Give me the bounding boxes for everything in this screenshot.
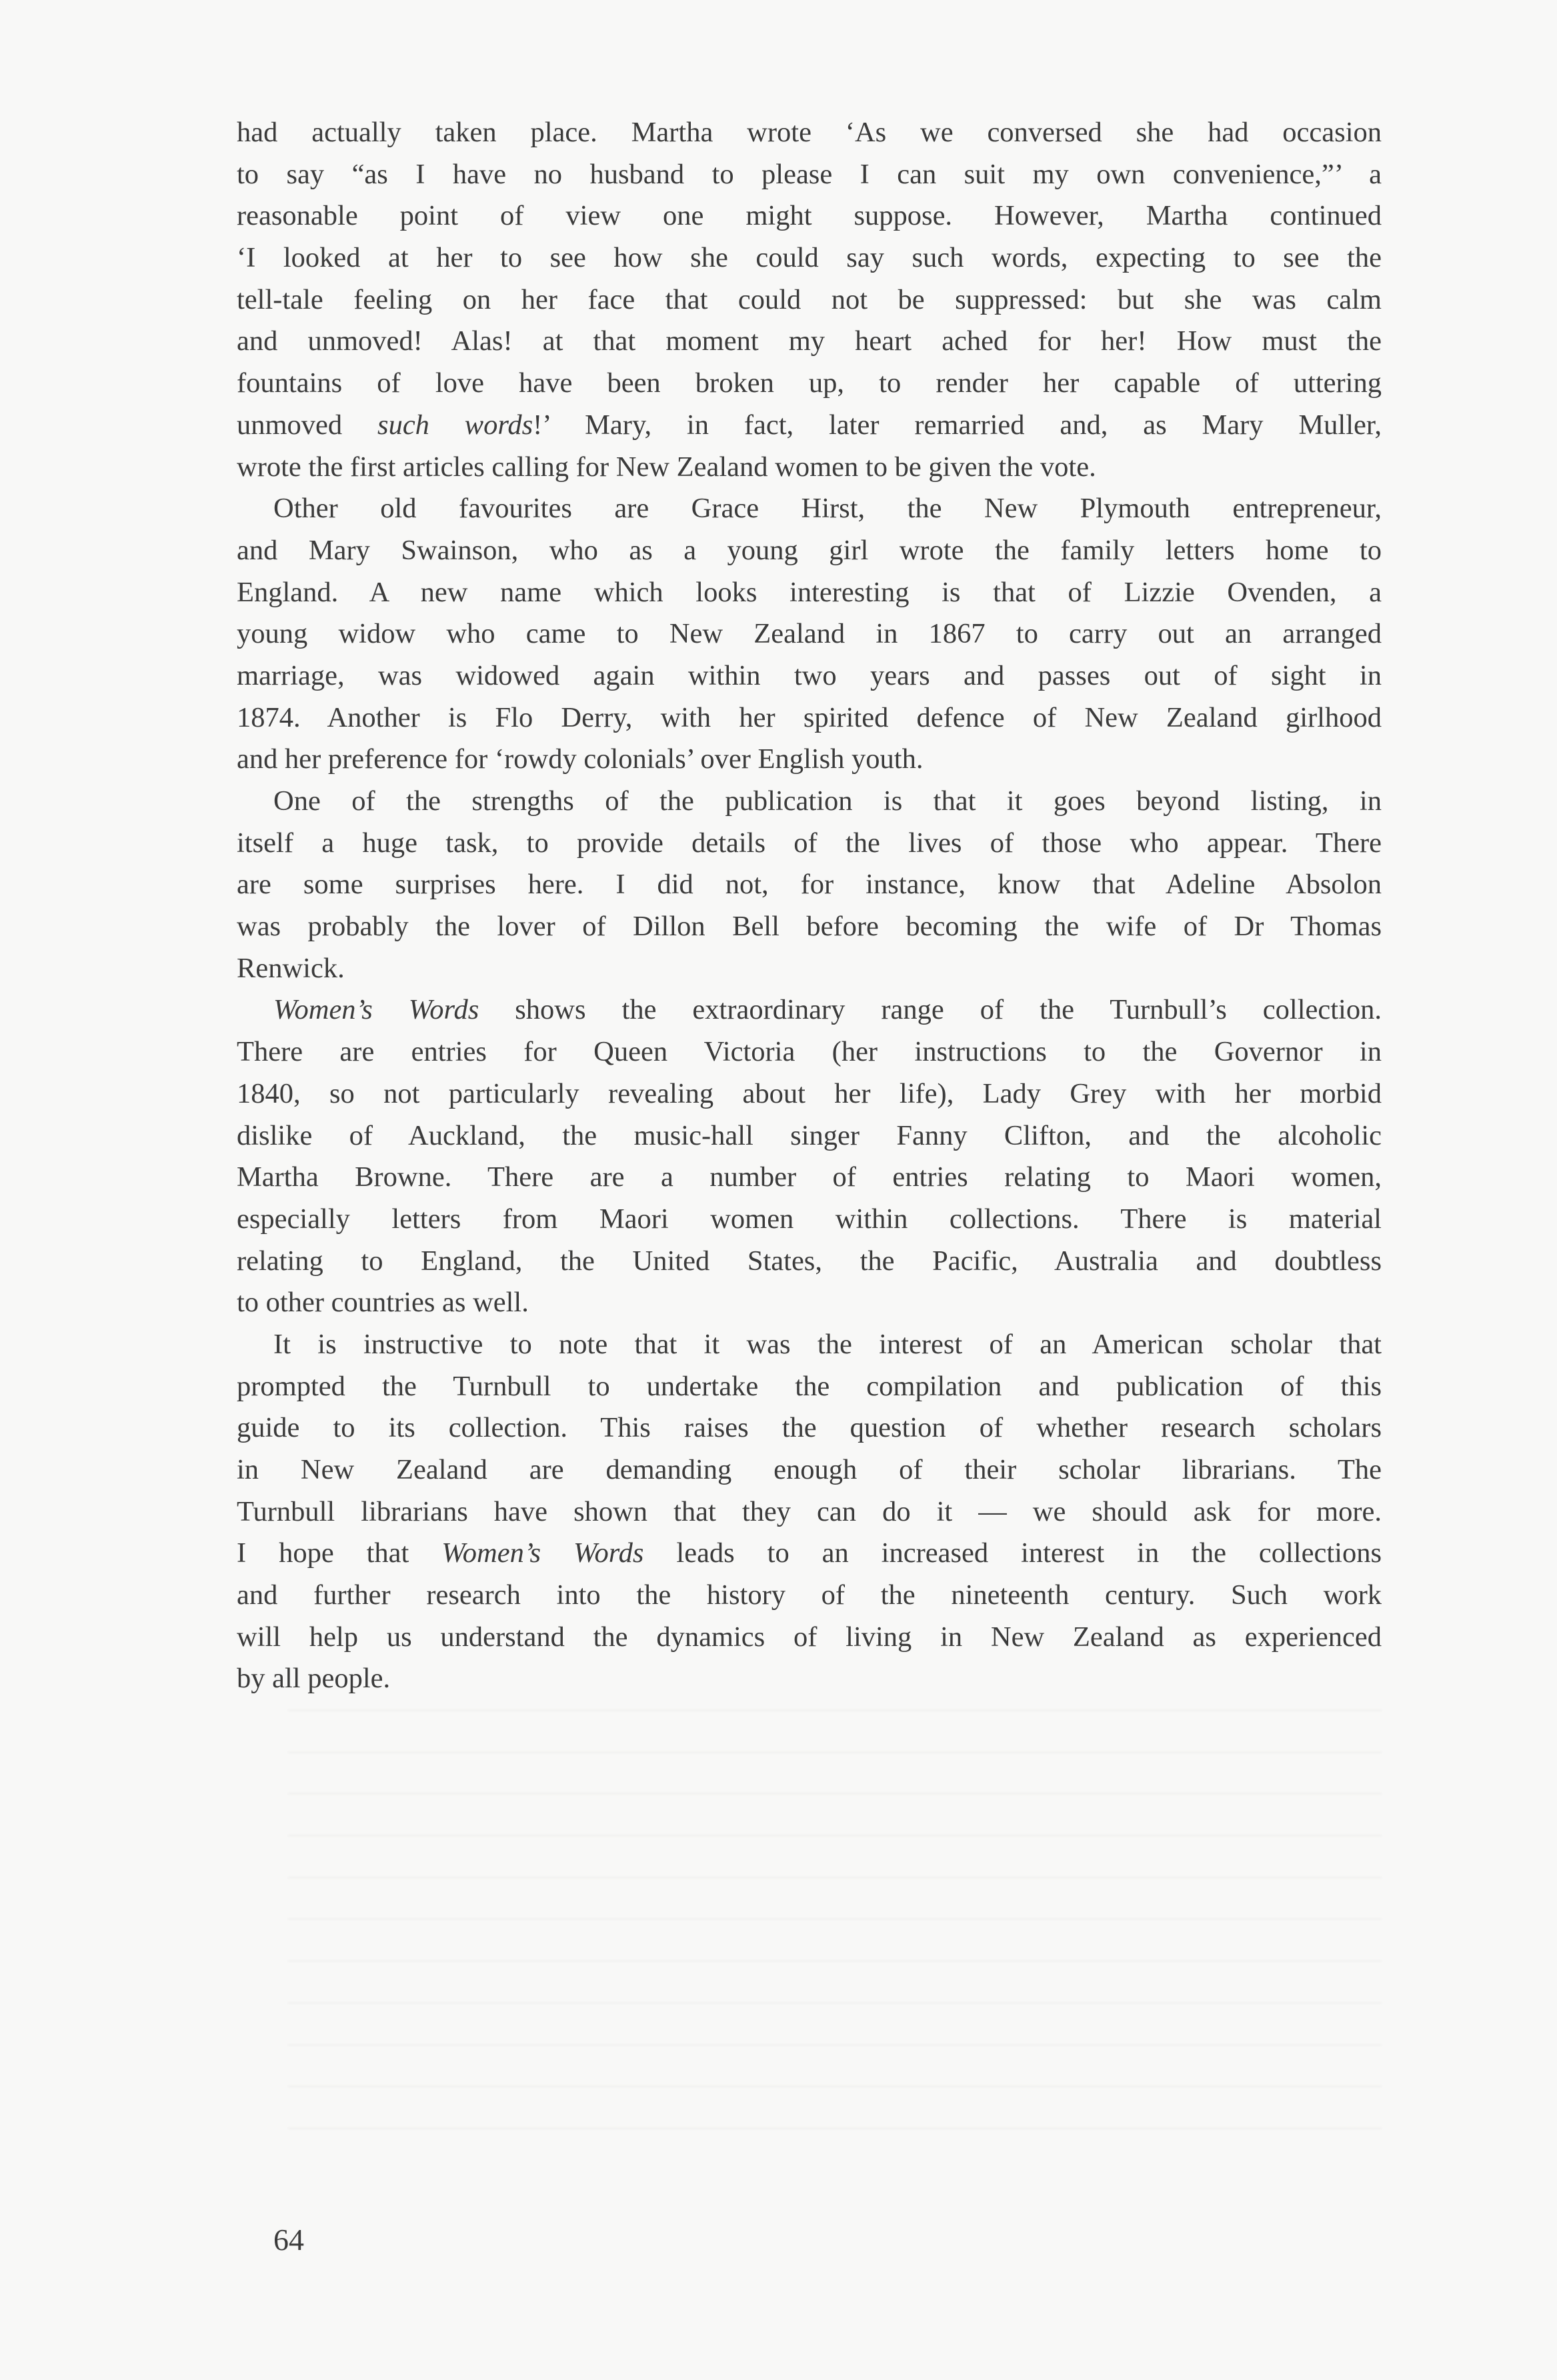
text-run: and further research into the history of the nineteenth century. Such work bbox=[237, 1579, 1382, 1611]
text-line bbox=[237, 1115, 1382, 1157]
text-line bbox=[237, 112, 1382, 154]
text-line bbox=[237, 154, 1382, 196]
text-run: ‘I looked at her to see how she could say such words, expecting to see the bbox=[237, 242, 1382, 274]
text-run: Renwick. bbox=[237, 952, 345, 984]
text-line bbox=[237, 1617, 1382, 1659]
text-line bbox=[237, 948, 1382, 990]
text-run: dislike of Auckland, the music-hall singer Fanny Clifton, and the alcoholic bbox=[237, 1119, 1382, 1151]
text-run: It is instructive to note that it was the interest of an American scholar that bbox=[273, 1328, 1382, 1360]
text-line bbox=[237, 572, 1382, 614]
text-run: young widow who came to New Zealand in 1867 to carry out an arranged bbox=[237, 618, 1382, 650]
text-run: There are entries for Queen Victoria (her instructions to the Governor in bbox=[237, 1036, 1382, 1068]
text-run: marriage, was widowed again within two years and passes out of sight in bbox=[237, 659, 1382, 691]
body-text bbox=[237, 112, 1382, 1700]
text-run: had actually taken place. Martha wrote ‘As we conversed she had occasion bbox=[237, 117, 1382, 148]
text-run: in New Zealand are demanding enough of their scholar librarians. The bbox=[237, 1454, 1382, 1485]
text-line bbox=[237, 864, 1382, 906]
text-line bbox=[237, 1073, 1382, 1115]
text-run: relating to England, the United States, the Pacific, Australia and doubtless bbox=[237, 1245, 1382, 1277]
text-line bbox=[237, 1282, 1382, 1324]
text-line bbox=[237, 237, 1382, 279]
italic-title: Women’s Words bbox=[441, 1537, 644, 1569]
text-run: 1874. Another is Flo Derry, with her spirited defence of New Zealand girlhood bbox=[237, 701, 1382, 733]
text-run: to say “as I have no husband to please I can suit my own convenience,”’ a bbox=[237, 158, 1382, 190]
text-line bbox=[237, 530, 1382, 572]
text-line bbox=[237, 1031, 1382, 1073]
text-run: to other countries as well. bbox=[237, 1287, 529, 1319]
text-line bbox=[237, 279, 1382, 321]
page-number: 64 bbox=[273, 2223, 304, 2257]
text-run: fountains of love have been broken up, to render her capable of uttering bbox=[237, 367, 1382, 399]
text-line bbox=[237, 1241, 1382, 1283]
text-line bbox=[237, 405, 1382, 447]
text-line bbox=[237, 1575, 1382, 1617]
text-run: !’ Mary, in fact, later remarried and, as Mary Muller, bbox=[533, 409, 1382, 441]
text-line bbox=[237, 1407, 1382, 1449]
text-run: and Mary Swainson, who as a young girl wrote the family letters home to bbox=[237, 534, 1382, 566]
text-run: are some surprises here. I did not, for instance, know that Adeline Absolon bbox=[237, 869, 1382, 901]
italic-title: Women’s Words bbox=[273, 994, 479, 1026]
text-line bbox=[237, 739, 1382, 781]
text-line bbox=[237, 906, 1382, 948]
text-line bbox=[237, 781, 1382, 823]
text-line bbox=[237, 655, 1382, 697]
text-line bbox=[237, 1491, 1382, 1533]
text-run: One of the strengths of the publication is that it goes beyond listing, in bbox=[273, 785, 1382, 817]
text-line bbox=[237, 363, 1382, 405]
text-line bbox=[237, 488, 1382, 530]
italic-title: such words bbox=[377, 409, 533, 441]
text-line bbox=[237, 1324, 1382, 1366]
text-run: Martha Browne. There are a number of entries relating to Maori women, bbox=[237, 1161, 1382, 1193]
show-through-texture: ———————————————————————————————————————— ———————————————————————————————————————— ———————————————————————————————————————— ———————————————————————————————————————— ———————————————————————————————————————— ———————————————————————————————————————— ———————————————————————————————————————— ———————————————————————————————————————— ———————————————————————————————————————— ———————————————————————————————————————— ———————————————————————————————————————— bbox=[288, 1692, 1382, 2141]
text-line bbox=[237, 1157, 1382, 1199]
text-line bbox=[237, 1533, 1382, 1575]
text-run: unmoved bbox=[237, 409, 378, 441]
text-run: Other old favourites are Grace Hirst, the New Plymouth entrepreneur, bbox=[273, 493, 1382, 525]
text-line bbox=[237, 321, 1382, 363]
text-run: itself a huge task, to provide details of the lives of those who appear. There bbox=[237, 827, 1382, 859]
text-run: reasonable point of view one might suppose. However, Martha continued bbox=[237, 200, 1382, 232]
text-line bbox=[237, 195, 1382, 237]
text-run: was probably the lover of Dillon Bell before becoming the wife of Dr Thomas bbox=[237, 911, 1382, 943]
text-run: 1840, so not particularly revealing about her life), Lady Grey with her morbid bbox=[237, 1077, 1382, 1109]
text-run: I hope that bbox=[237, 1537, 442, 1569]
text-line bbox=[237, 697, 1382, 739]
text-line bbox=[237, 1449, 1382, 1491]
text-line bbox=[237, 823, 1382, 865]
text-run: especially letters from Maori women within collections. There is material bbox=[237, 1203, 1382, 1235]
text-run: England. A new name which looks interesting is that of Lizzie Ovenden, a bbox=[237, 576, 1382, 608]
text-line bbox=[237, 1658, 1382, 1700]
text-run: prompted the Turnbull to undertake the compilation and publication of this bbox=[237, 1370, 1382, 1402]
text-run: leads to an increased interest in the collections bbox=[643, 1537, 1382, 1569]
text-line bbox=[237, 1366, 1382, 1408]
text-run: by all people. bbox=[237, 1663, 391, 1695]
text-run: and unmoved! Alas! at that moment my heart ached for her! How must the bbox=[237, 325, 1382, 357]
text-run: Turnbull librarians have shown that they can do it — we should ask for more. bbox=[237, 1495, 1382, 1527]
text-run: shows the extraordinary range of the Turnbull’s collection. bbox=[479, 994, 1382, 1026]
text-run: and her preference for ‘rowdy colonials’ over English youth. bbox=[237, 743, 924, 775]
text-line bbox=[237, 1199, 1382, 1241]
text-run: will help us understand the dynamics of living in New Zealand as experienced bbox=[237, 1621, 1382, 1653]
text-run: tell-tale feeling on her face that could not be suppressed: but she was calm bbox=[237, 283, 1382, 315]
text-line bbox=[237, 447, 1382, 489]
text-run: wrote the first articles calling for New Zealand women to be given the vote. bbox=[237, 451, 1096, 483]
text-line bbox=[237, 989, 1382, 1031]
text-run: guide to its collection. This raises the question of whether research scholars bbox=[237, 1412, 1382, 1444]
text-line bbox=[237, 613, 1382, 655]
